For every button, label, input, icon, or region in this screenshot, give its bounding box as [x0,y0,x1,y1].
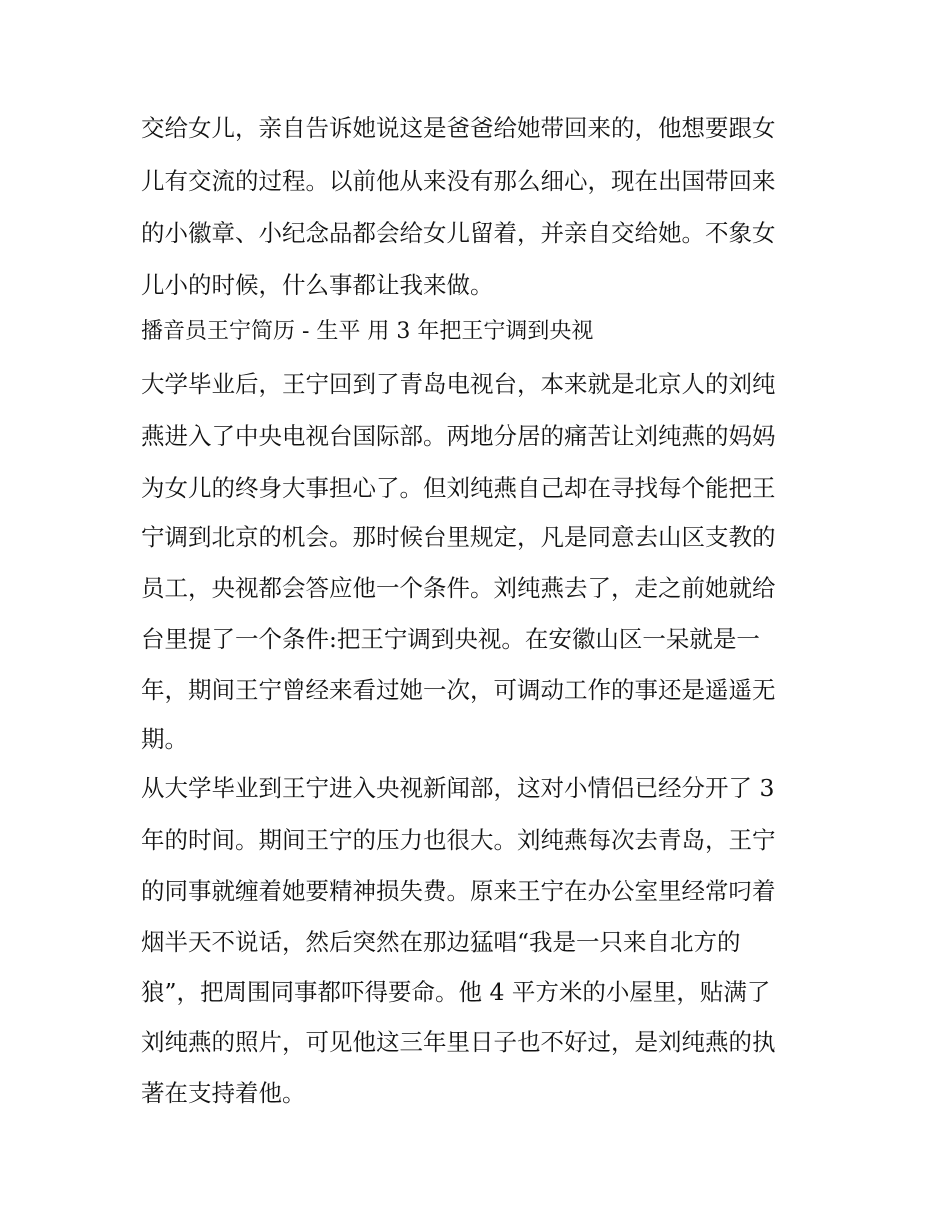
paragraph-3-line-6: 刘纯燕的照片，可见他这三年里日子也不好过，是刘纯燕的执 [141,1028,776,1056]
paragraph-1-line-1: 交给女儿，亲自告诉她说这是爸爸给她带回来的，他想要跟女 [141,114,776,142]
paragraph-3-line-3: 的同事就缠着她要精神损失费。原来王宁在办公室里经常叼着 [141,877,776,905]
paragraph-2-line-7: 年，期间王宁曾经来看过她一次，可调动工作的事还是遥遥无 [141,676,776,704]
paragraph-3-line-4: 烟半天不说话，然后突然在那边猛唱“我是一只来自北方的 [141,928,741,956]
paragraph-2-line-5: 员工，央视都会答应他一个条件。刘纯燕去了，走之前她就给 [141,574,776,602]
paragraph-1-line-3: 的小徽章、小纪念品都会给女儿留着，并亲自交给她。不象女 [141,219,776,247]
paragraph-3-line-2: 年的时间。期间王宁的压力也很大。刘纯燕每次去青岛，王宁 [141,826,776,854]
paragraph-2-line-3: 为女儿的终身大事担心了。但刘纯燕自己却在寻找每个能把王 [141,474,776,502]
paragraph-1-line-2: 儿有交流的过程。以前他从来没有那么细心，现在出国带回来 [141,167,776,195]
paragraph-2-line-8: 期。 [141,725,188,753]
paragraph-2-line-6: 台里提了一个条件:把王宁调到央视。在安徽山区一呆就是一 [141,625,760,653]
paragraph-2-line-1: 大学毕业后，王宁回到了青岛电视台，本来就是北京人的刘纯 [141,370,776,398]
paragraph-3-line-1: 从大学毕业到王宁进入央视新闻部，这对小情侣已经分开了 3 [141,774,775,802]
section-heading: 播音员王宁简历 - 生平 用 3 年把王宁调到央视 [141,319,594,344]
paragraph-2-line-4: 宁调到北京的机会。那时候台里规定，凡是同意去山区支教的 [141,523,776,551]
paragraph-1-line-4: 儿小的时候，什么事都让我来做。 [141,271,494,299]
paragraph-3-line-7: 著在支持着他。 [141,1079,306,1107]
paragraph-3-line-5: 狼”，把周围同事都吓得要命。他 4 平方米的小屋里，贴满了 [141,978,771,1006]
paragraph-2-line-2: 燕进入了中央电视台国际部。两地分居的痛苦让刘纯燕的妈妈 [141,422,776,450]
